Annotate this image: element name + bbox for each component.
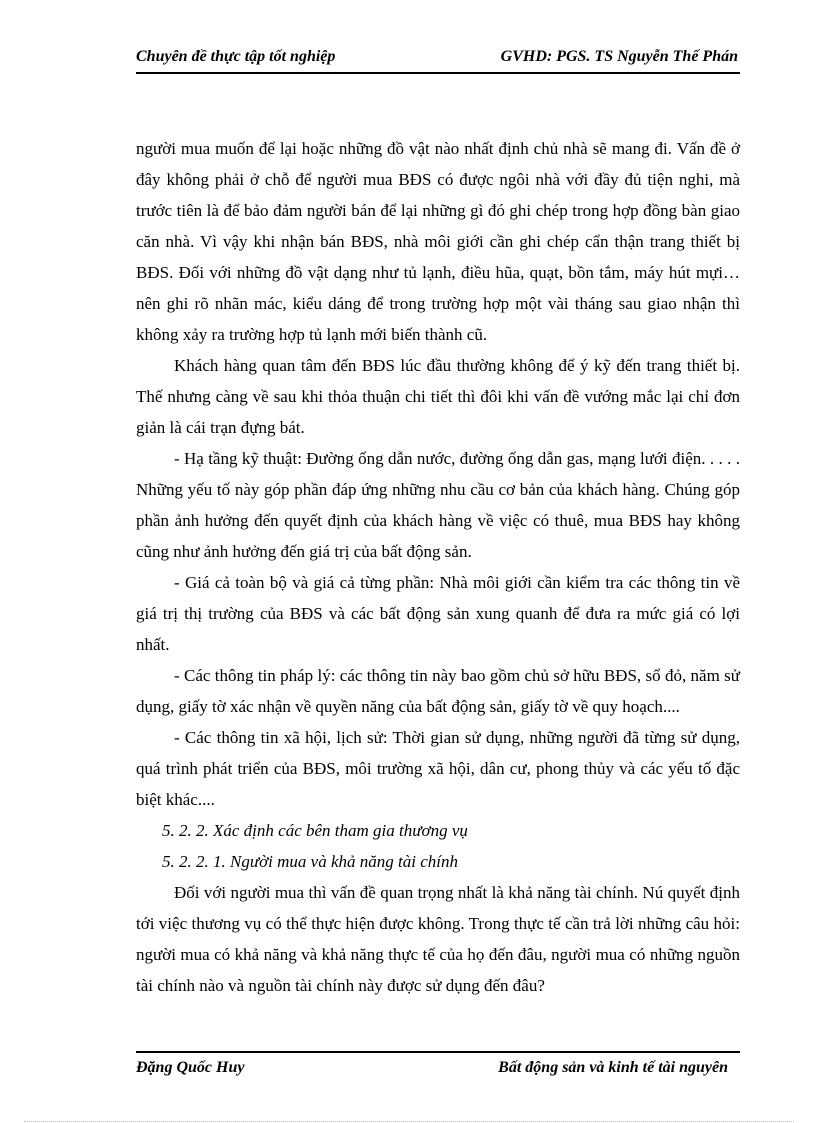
- paragraph: người mua muốn để lại hoặc những đồ vật nào nhất định chủ nhà sẽ mang đi. Vấn đề ở đây không phải ở chỗ để người mua BĐS có được ngôi nhà với đầy đủ tiện nghi, mà trước tiên là để bảo đảm người bán để lại những gì đó ghi chép trong hợp đồng bàn giao căn nhà. Vì vậy khi nhận bán BĐS, nhà môi giới cần ghi chép cẩn thận trang thiết bị BĐS. Đối với những đồ vật dạng như tủ lạnh, điều hũa, quạt, bồn tắm, máy hút mựi… nên ghi rõ nhãn mác, kiểu dáng để trong trường hợp một vài tháng sau giao nhận thì không xảy ra trường hợp tủ lạnh mới biến thành cũ.: [136, 139, 740, 344]
- paragraph: Đối với người mua thì vấn đề quan trọng nhất là khả năng tài chính. Nú quyết định tới việc thương vụ có thể thực hiện được không. Trong thực tế cần trả lời những câu hỏi: người mua có khả năng và khả năng thực tế của họ đến đâu, người mua có những nguồn tài chính nào và nguồn tài chính này được sử dụng đến đâu?: [136, 883, 740, 995]
- paragraph: - Giá cả toàn bộ và giá cả từng phần: Nhà môi giới cần kiểm tra các thông tin về giá trị thị trường của BĐS và các bất động sản xung quanh để đưa ra mức giá có lợi nhất.: [136, 573, 740, 654]
- section-heading: 5. 2. 2. Xác định các bên tham gia thương vụ: [162, 821, 468, 840]
- paragraph: - Các thông tin xã hội, lịch sử: Thời gian sử dụng, những người đã từng sử dụng, quá trình phát triển của BĐS, môi trường xã hội, dân cư, phong thủy và các yếu tố đặc biệt khác....: [136, 728, 740, 809]
- header-title: Chuyên đề thực tập tốt nghiệp: [136, 48, 336, 65]
- page-header: [136, 46, 740, 74]
- paragraph: - Các thông tin pháp lý: các thông tin này bao gồm chủ sở hữu BĐS, sổ đỏ, năm sử dụng, giấy tờ xác nhận về quyền năng của bất động sản, giấy tờ về quy hoạch....: [136, 666, 740, 716]
- page-body: [136, 133, 740, 1001]
- header-advisor: GVHD: PGS. TS Nguyễn Thế Phán: [500, 48, 738, 65]
- paragraph: - Hạ tầng kỹ thuật: Đường ống dẫn nước, đường ống dẫn gas, mạng lưới điện. . . . . Những yếu tố này góp phần đáp ứng những nhu cầu cơ bản của khách hàng. Chúng góp phần ảnh hưởng đến quyết định của khách hàng về việc có thuê, mua BĐS hay không cũng như ảnh hưởng đến giá trị của bất động sản.: [136, 449, 740, 561]
- footer-department: Bất động sản và kinh tế tài nguyên: [498, 1059, 728, 1076]
- page-edge-divider: [24, 1121, 794, 1122]
- footer-author: Đặng Quốc Huy: [136, 1059, 245, 1076]
- page-footer: [136, 1051, 740, 1083]
- paragraph: Khách hàng quan tâm đến BĐS lúc đầu thường không để ý kỹ đến trang thiết bị. Thế nhưng càng về sau khi thỏa thuận chi tiết thì đôi khi vấn đề vướng mắc lại chỉ đơn giản là cái trạn đựng bát.: [136, 356, 740, 437]
- subsection-heading: 5. 2. 2. 1. Người mua và khả năng tài chính: [162, 852, 458, 871]
